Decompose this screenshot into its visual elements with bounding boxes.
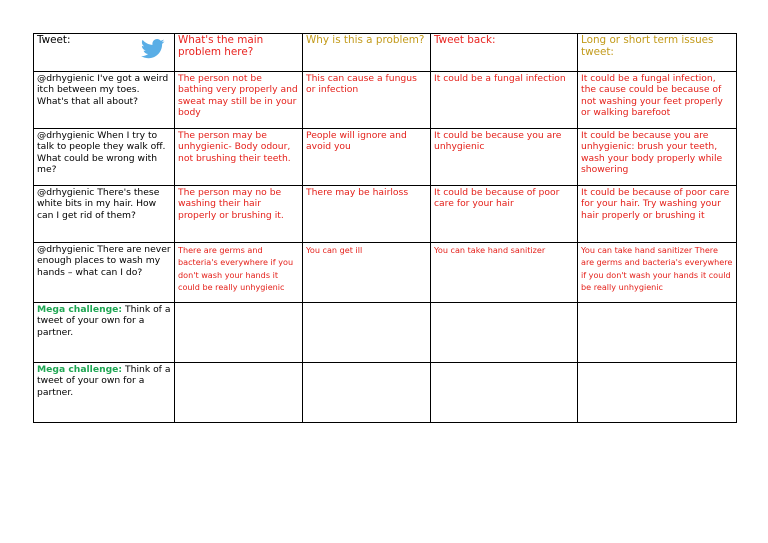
long-short-answer: You can take hand sanitizer There are germs and bacteria's everywhere if you don't wash your hands it could be really unhygienic xyxy=(581,245,733,293)
table-row xyxy=(34,129,737,186)
main-problem-answer: There are germs and bacteria's everywhere if you don't wash your hands it could be really unhygienic xyxy=(178,245,294,293)
header-long-short: Long or short term issues tweet: xyxy=(581,34,714,58)
header-row xyxy=(34,34,737,72)
long-short-answer: It could be because of poor care for your hair. Try washing your hair properly or brushing it xyxy=(581,187,730,221)
header-tweet-back-cell xyxy=(431,34,578,72)
header-tweet-cell xyxy=(34,34,175,72)
mega-challenge-label: Mega challenge: xyxy=(37,364,123,375)
header-why-problem: Why is this a problem? xyxy=(306,34,425,46)
tweet-back-cell xyxy=(431,129,578,186)
main-problem-answer: The person may be unhygienic- Body odour, not brushing their teeth. xyxy=(178,130,291,164)
why-problem-cell xyxy=(303,243,431,303)
tweet-text: @drhygienic There are never enough places to wash my hands – what can I do? xyxy=(37,244,171,278)
header-tweet-back: Tweet back: xyxy=(434,34,496,46)
empty-cell[interactable] xyxy=(303,303,431,363)
empty-cell[interactable] xyxy=(175,303,303,363)
tweet-text: @drhygienic When I try to talk to people they walk off. What could be wrong with me? xyxy=(37,130,166,176)
table-row xyxy=(34,186,737,243)
header-tweet: Tweet: xyxy=(37,34,71,46)
empty-cell[interactable] xyxy=(431,363,578,423)
tweet-back-cell xyxy=(431,72,578,129)
why-problem-answer: There may be hairloss xyxy=(306,187,409,198)
tweet-cell xyxy=(34,129,175,186)
header-main-problem: What's the main problem here? xyxy=(178,34,264,58)
main-problem-cell xyxy=(175,243,303,303)
mega-challenge-text: Think of a tweet of your own for a partner. xyxy=(37,364,171,398)
long-short-cell xyxy=(578,243,737,303)
why-problem-cell xyxy=(303,72,431,129)
long-short-cell xyxy=(578,129,737,186)
empty-cell[interactable] xyxy=(578,303,737,363)
why-problem-cell xyxy=(303,129,431,186)
main-problem-answer: The person not be bathing very properly and sweat may still be in your body xyxy=(178,73,298,119)
header-long-short-cell xyxy=(578,34,737,72)
empty-cell[interactable] xyxy=(431,303,578,363)
long-short-answer: It could be a fungal infection, the cause could be because of not washing your feet properly or walking barefoot xyxy=(581,73,723,119)
main-problem-cell xyxy=(175,186,303,243)
mega-challenge-cell xyxy=(34,363,175,423)
main-problem-answer: The person may no be washing their hair properly or brushing it. xyxy=(178,187,284,221)
mega-challenge-label: Mega challenge: xyxy=(37,304,123,315)
tweet-text: @drhygienic I've got a weird itch between my toes. What's that all about? xyxy=(37,73,169,107)
long-short-cell xyxy=(578,72,737,129)
mega-challenge-cell xyxy=(34,303,175,363)
main-problem-cell xyxy=(175,129,303,186)
tweet-back-cell xyxy=(431,243,578,303)
header-main-problem-cell xyxy=(175,34,303,72)
why-problem-answer: You can get ill xyxy=(306,245,363,255)
mega-challenge-row xyxy=(34,303,737,363)
mega-challenge-row xyxy=(34,363,737,423)
tweet-back-answer: It could be because of poor care for your hair xyxy=(434,187,560,210)
empty-cell[interactable] xyxy=(303,363,431,423)
long-short-answer: It could be because you are unhygienic: brush your teeth, wash your body properly while showering xyxy=(581,130,723,176)
twitter-bird-icon xyxy=(141,39,165,59)
table-row xyxy=(34,243,737,303)
tweet-back-cell xyxy=(431,186,578,243)
header-why-problem-cell xyxy=(303,34,431,72)
main-problem-cell xyxy=(175,72,303,129)
tweet-cell xyxy=(34,243,175,303)
mega-challenge-text: Think of a tweet of your own for a partner. xyxy=(37,304,171,338)
tweet-back-answer: It could be a fungal infection xyxy=(434,73,566,84)
table-row xyxy=(34,72,737,129)
tweet-cell xyxy=(34,72,175,129)
tweet-text: @drhygienic There's these white bits in my hair. How can I get rid of them? xyxy=(37,187,160,221)
empty-cell[interactable] xyxy=(578,363,737,423)
why-problem-cell xyxy=(303,186,431,243)
tweet-cell xyxy=(34,186,175,243)
long-short-cell xyxy=(578,186,737,243)
tweet-worksheet-table xyxy=(33,33,737,423)
tweet-back-answer: You can take hand sanitizer xyxy=(434,245,546,255)
tweet-back-answer: It could be because you are unhygienic xyxy=(434,130,562,153)
why-problem-answer: This can cause a fungus or infection xyxy=(306,73,417,96)
why-problem-answer: People will ignore and avoid you xyxy=(306,130,407,153)
empty-cell[interactable] xyxy=(175,363,303,423)
